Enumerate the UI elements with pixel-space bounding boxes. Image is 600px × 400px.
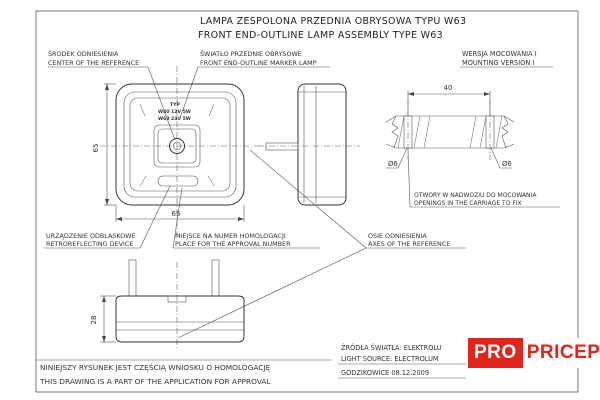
label-retro-en: RETROREFLECTING DEVICE: [46, 240, 134, 248]
label-axes-en: AXES OF THE REFERENCE: [368, 240, 451, 248]
dimension-spacing-value: 40: [443, 84, 453, 92]
label-mount-pl: WERSJA MOCOWANIA I: [462, 50, 537, 58]
pro-pricep-logo: [468, 338, 600, 368]
title-polish: LAMPA ZESPOLONA PRZEDNIA OBRYSOWA TYPU W63: [200, 16, 467, 27]
label-ref-center-en: CENTER OF THE REFERENCE: [48, 59, 140, 67]
label-mount-en: MOUNTING VERSION I: [462, 59, 535, 67]
label-holes-en: OPENINGS IN THE CARRIAGE TO FIX: [414, 200, 522, 207]
title-english: FRONT END-OUTLINE LAMP ASSEMBLY TYPE W63: [198, 30, 443, 41]
label-marker-en: FRONT END-OUTLINE MARKER LAMP: [200, 59, 317, 67]
dimension-width-value: 65: [171, 210, 181, 218]
lamp-type-line-1: W40 12V 5W: [158, 110, 191, 115]
label-approval-place-pl: MIEJSCE NA NUMER HOMOLOGACJI: [175, 232, 286, 240]
label-ref-center-pl: ŚRODEK ODNIESIENIA: [48, 50, 119, 58]
dimension-depth-value: 28: [90, 315, 98, 325]
label-axes-pl: OSIE ODNIESIENIA: [368, 232, 427, 240]
label-holes-pl: OTWORY W NADWOZIU DO MOCOWANIA: [414, 192, 537, 199]
logo-part-pricep: PRICEP: [523, 338, 600, 368]
light-source-pl: ŹRÓDŁA ŚWIATŁA: ELEKTROLU: [341, 344, 442, 352]
light-source-en: LIGHT SOURCE: ELECTROLUM: [341, 355, 439, 363]
place-date: GODZIKOWICE 08.12.2009: [341, 369, 430, 377]
dimension-height-value: 65: [92, 143, 100, 153]
label-approval-place-en: PLACE FOR THE APPROVAL NUMBER: [175, 240, 291, 248]
logo-part-pro: PRO: [468, 338, 523, 368]
label-marker-pl: ŚWIATŁO PRZEDNIE OBRYSOWE: [200, 50, 302, 58]
footer-note-pl: NINIEJSZY RYSUNEK JEST CZĘŚCIĄ WNIOSKU O HOMOLOGACJĘ: [40, 363, 271, 372]
hole-diameter-right: Ø6: [502, 160, 512, 168]
lamp-type-line-2: W63 24V 5W: [158, 117, 191, 122]
label-retro-pl: URZĄDZENIE ODBLASKOWE: [46, 232, 136, 240]
lamp-type-label: TYP: [170, 103, 180, 108]
footer-note-en: THIS DRAWING IS A PART OF THE APPLICATION FOR APPROVAL: [40, 377, 271, 386]
hole-diameter-left: Ø6: [388, 160, 398, 168]
